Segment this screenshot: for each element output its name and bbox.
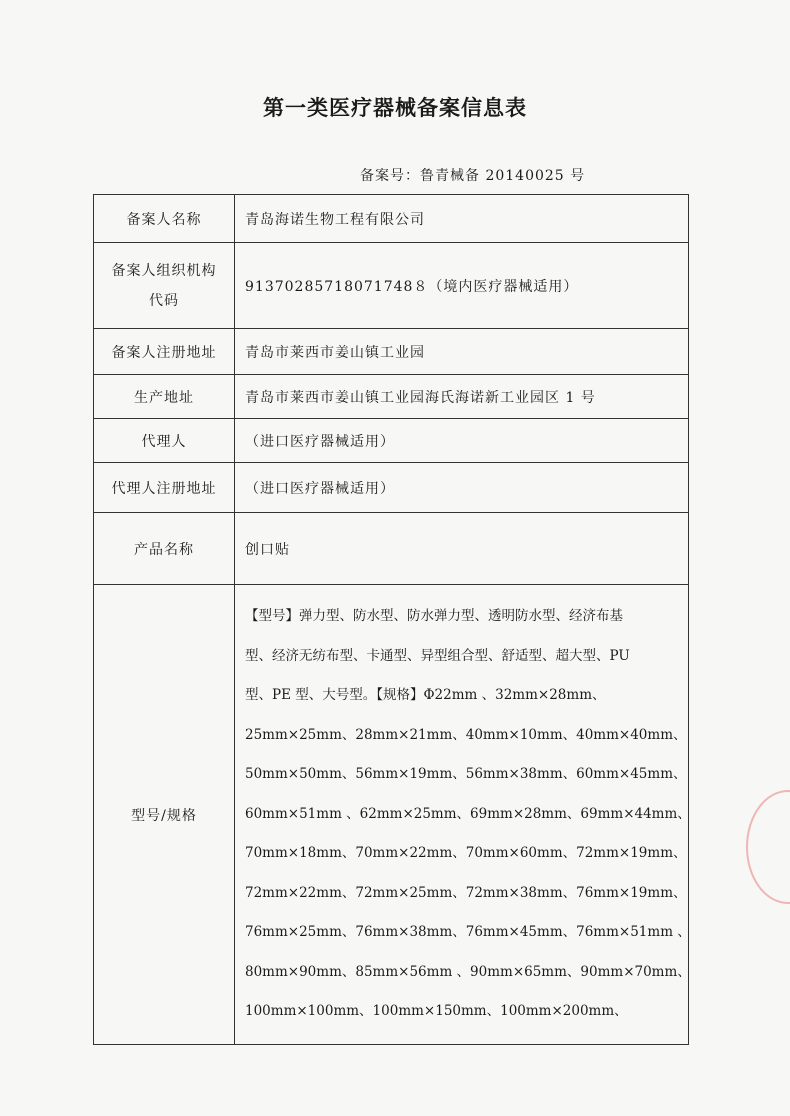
- page-title: 第一类医疗器械备案信息表: [263, 96, 527, 120]
- table-row: [94, 419, 689, 463]
- label-product-name: 产品名称: [94, 513, 235, 585]
- spec-line: 50mm×50mm、56mm×19mm、56mm×38mm、60mm×45mm、: [245, 766, 687, 783]
- table-row: [94, 195, 689, 243]
- value-product-name: 创口贴: [235, 513, 689, 585]
- spec-line: 100mm×100mm、100mm×150mm、100mm×200mm、: [245, 1003, 628, 1020]
- value-production-address: 青岛市莱西市姜山镇工业园海氏海诺新工业园区 1 号: [235, 375, 689, 419]
- value-registered-address: 青岛市莱西市姜山镇工业园: [235, 329, 689, 375]
- spec-line: 型、经济无纺布型、卡通型、异型组合型、舒适型、超大型、PU: [245, 647, 630, 664]
- spec-line: 72mm×22mm、72mm×25mm、72mm×38mm、76mm×19mm、: [245, 884, 687, 901]
- spec-line: 76mm×25mm、76mm×38mm、76mm×45mm、76mm×51mm 、: [245, 924, 691, 941]
- spec-line: 型、PE 型、大号型。【规格】Φ22mm 、32mm×28mm、: [245, 687, 606, 704]
- record-number: 备案号：鲁青械备 20140025 号: [360, 168, 586, 184]
- label-registered-address: 备案人注册地址: [94, 329, 235, 375]
- label-agent: 代理人: [94, 419, 235, 463]
- value-agent: （进口医疗器械适用）: [235, 419, 689, 463]
- spec-line: 【型号】弹力型、防水型、防水弹力型、透明防水型、经济布基: [245, 608, 623, 625]
- table-row: [94, 513, 689, 585]
- spec-line: 25mm×25mm、28mm×21mm、40mm×10mm、40mm×40mm、: [245, 726, 687, 743]
- label-org-code-line2: 代码: [149, 292, 179, 309]
- label-agent-address: 代理人注册地址: [94, 463, 235, 513]
- table-row: [94, 463, 689, 513]
- info-table: [93, 194, 689, 1045]
- label-production-address: 生产地址: [94, 375, 235, 419]
- table-row: [94, 329, 689, 375]
- value-model-spec: [235, 585, 689, 1045]
- value-filer-name: 青岛海诺生物工程有限公司: [235, 195, 689, 243]
- spec-line: 60mm×51mm 、62mm×25mm、69mm×28mm、69mm×44mm、: [245, 805, 691, 822]
- value-org-code: 91370285718071748８（境内医疗器械适用）: [235, 243, 689, 329]
- table-row: [94, 585, 689, 1045]
- red-seal-stamp: [746, 790, 790, 904]
- spec-line: 80mm×90mm、85mm×56mm 、90mm×65mm、90mm×70mm、: [245, 963, 691, 980]
- table-row: [94, 375, 689, 419]
- label-org-code-line1: 备案人组织机构: [111, 262, 217, 279]
- table-row: [94, 243, 689, 329]
- label-filer-name: 备案人名称: [94, 195, 235, 243]
- spec-line: 70mm×18mm、70mm×22mm、70mm×60mm、72mm×19mm、: [245, 845, 687, 862]
- value-agent-address: （进口医疗器械适用）: [235, 463, 689, 513]
- label-model-spec: 型号/规格: [94, 585, 235, 1045]
- label-org-code: [94, 243, 235, 329]
